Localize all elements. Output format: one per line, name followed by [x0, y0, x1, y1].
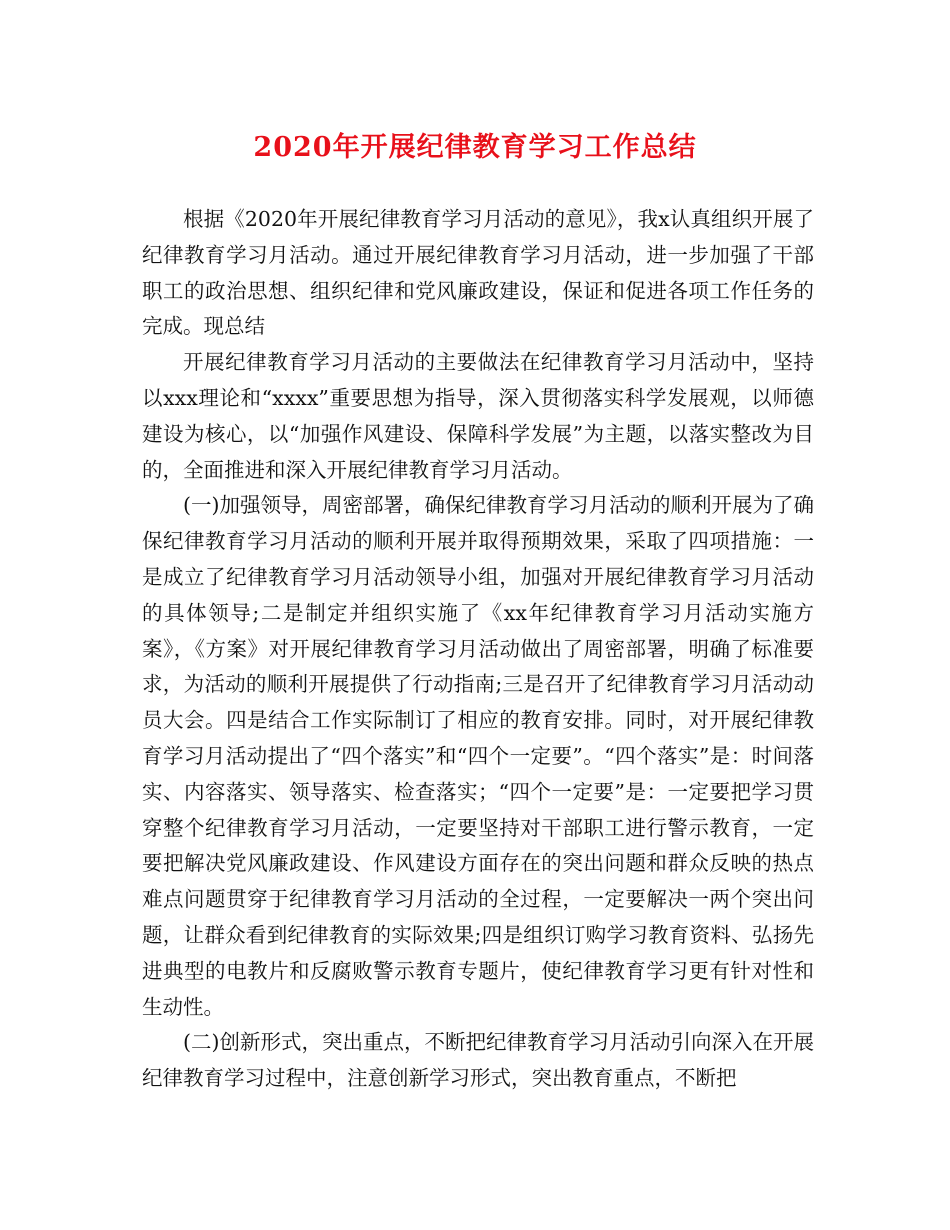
document-title: 2020年开展纪律教育学习工作总结 [253, 132, 697, 163]
paragraph-intro: 根据《2020年开展纪律教育学习月活动的意见》，我x认真组织开展了纪律教育学习月活动。通过开展纪律教育学习月活动，进一步加强了干部职工的政治思想、组织纪律和党风廉政建设，保证和促进各项工作任务的完成。现总结 [142, 207, 814, 339]
document-body [142, 202, 814, 1097]
paragraph-section-one: (一)加强领导，周密部署，确保纪律教育学习月活动的顺利开展为了确保纪律教育学习月活动的顺利开展并取得预期效果，采取了四项措施：一是成立了纪律教育学习月活动领导小组，加强对开展纪律教育学习月活动的具体领导;二是制定并组织实施了《xx年纪律教育学习月活动实施方案》，《方案》对开展纪律教育学习月活动做出了周密部署，明确了标准要求，为活动的顺利开展提供了行动指南;三是召开了纪律教育学习月活动动员大会。四是结合工作实际制订了相应的教育安排。同时，对开展纪律教育学习月活动提出了“四个落实”和“四个一定要”。“四个落实”是：时间落实、内容落实、领导落实、检查落实；“四个一定要”是：一定要把学习贯穿整个纪律教育学习月活动，一定要坚持对干部职工进行警示教育，一定要把解决党风廉政建设、作风建设方面存在的突出问题和群众反映的热点难点问题贯穿于纪律教育学习月活动的全过程，一定要解决一两个突出问题，让群众看到纪律教育的实际效果;四是组织订购学习教育资料、弘扬先进典型的电教片和反腐败警示教育专题片，使纪律教育学习更有针对性和生动性。 [142, 493, 814, 1019]
paragraph-main-approach: 开展纪律教育学习月活动的主要做法在纪律教育学习月活动中，坚持以xxx理论和“xxxx”重要思想为指导，深入贯彻落实科学发展观，以师德建设为核心，以“加强作风建设、保障科学发展”为主题，以落实整改为目的，全面推进和深入开展纪律教育学习月活动。 [142, 350, 814, 482]
paragraph-section-two: (二)创新形式，突出重点，不断把纪律教育学习月活动引向深入在开展纪律教育学习过程中，注意创新学习形式，突出教育重点，不断把 [142, 1030, 814, 1091]
